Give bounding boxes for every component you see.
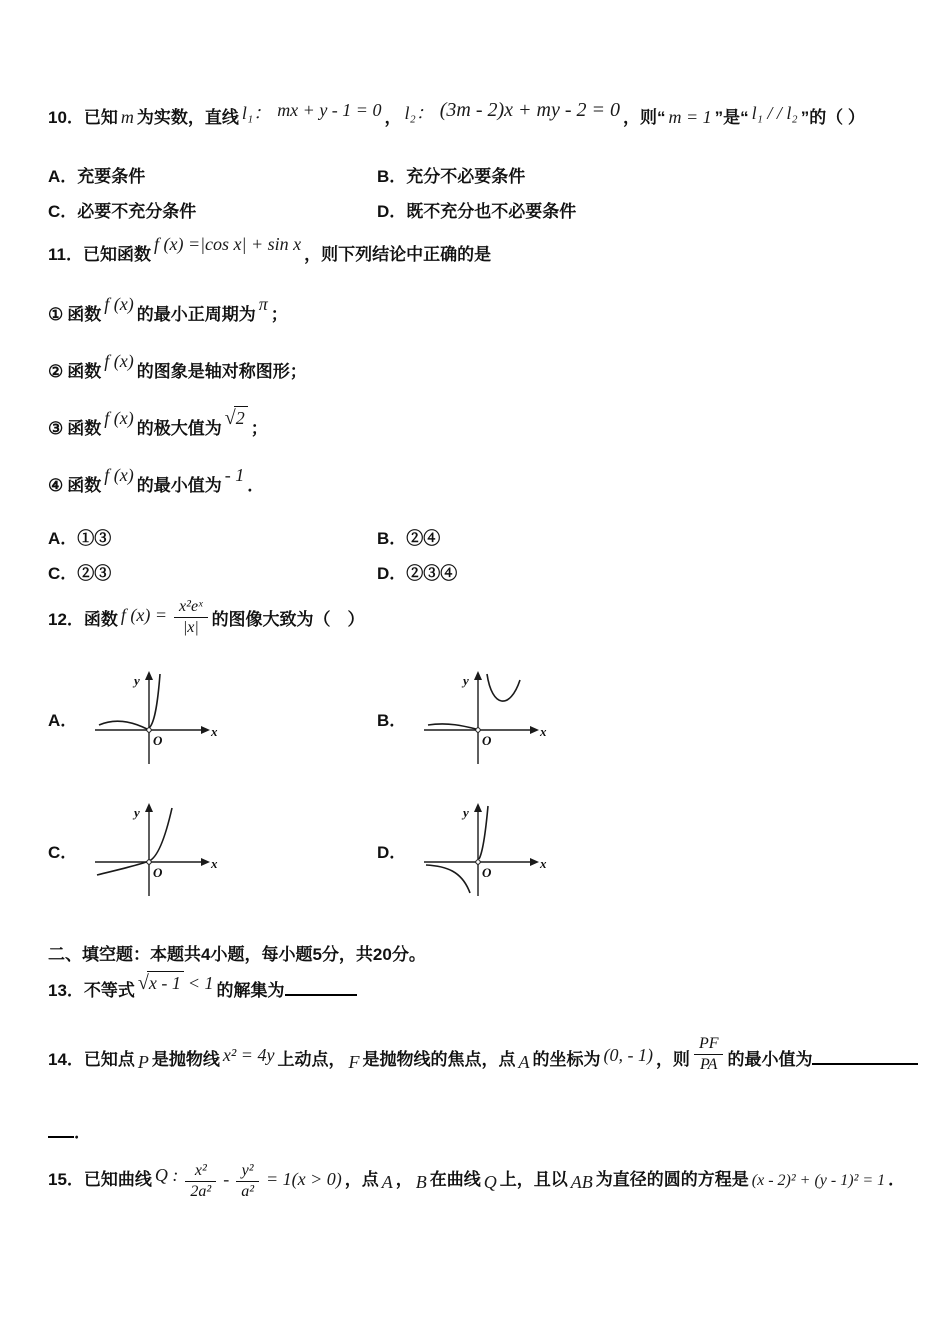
q11-statement-2 (48, 351, 938, 382)
q15-comma: ， (395, 1169, 413, 1189)
q14-continuation-period: ． (74, 1123, 91, 1142)
q15-point-b: B (415, 1171, 427, 1192)
question-14 (48, 1035, 938, 1080)
question-10-stem (48, 99, 938, 129)
q15-fraction-2-numerator: y² (236, 1162, 259, 1182)
origin-label: O (153, 865, 163, 880)
q12-graph-d-label: D． (377, 842, 407, 862)
q14-ratio-fraction (694, 1035, 724, 1073)
x-axis-label: x (211, 856, 218, 871)
q11-option-c-text: ②③ (77, 564, 112, 583)
q12-lead: 12．函数 (48, 609, 118, 629)
q14-answer-blank (812, 1049, 918, 1065)
q11-item2-fx: f (x) (104, 351, 134, 371)
q14-point-a: A (518, 1051, 530, 1072)
q10-option-d-label: D． (377, 202, 407, 221)
y-axis-label: y (463, 805, 470, 820)
q11-option-d (377, 559, 938, 584)
q14-t1: 是抛物线 (151, 1049, 220, 1069)
y-axis-label: y (134, 673, 141, 688)
q10-option-c (48, 197, 377, 222)
origin-label: O (482, 733, 492, 748)
x-axis-arrow (530, 858, 539, 866)
q11-option-c-label: C． (48, 564, 78, 583)
q11-item1-circle: ① (48, 305, 64, 324)
q11-statement-1 (48, 294, 938, 325)
q10-option-b (377, 162, 938, 187)
x-axis-label: x (540, 724, 547, 739)
q15-lead: 15．已知曲线 (48, 1169, 152, 1189)
q12-graph-c (48, 800, 377, 900)
q15-t3: 上，且以 (499, 1169, 568, 1189)
q10-option-b-text: 充分不必要条件 (406, 167, 526, 186)
q10-var-m: m (120, 107, 134, 127)
q14-t3: 是抛物线的焦点，点 (362, 1049, 516, 1069)
q11-item4-post: ． (247, 476, 265, 495)
q12-fraction-denominator: |x| (182, 618, 199, 636)
q15-t1: ，点 (344, 1169, 379, 1189)
q10-lead2: 为实数，直线 (136, 108, 239, 127)
q11-lead: 11．已知函数 (48, 245, 151, 264)
radicand: 2 (234, 406, 248, 428)
q11-option-a-label: A． (48, 529, 78, 548)
q10-m-eq-1: m = 1 (668, 107, 712, 127)
q11-item4-mid: 的最小值为 (136, 476, 222, 495)
curve-left-flat (428, 724, 476, 729)
q12-graph-b (377, 668, 938, 768)
y-axis-label: y (463, 673, 470, 688)
q11-item1-mid: 的最小正周期为 (136, 305, 256, 324)
origin-label: O (482, 865, 492, 880)
q15-minus: - (223, 1168, 230, 1189)
q14-ratio-numerator: PF (694, 1035, 724, 1055)
q10-then: ，则“ (623, 108, 666, 127)
q10-is: ”是“ (714, 108, 749, 127)
q10-eq1: mx + y - 1 = 0 (277, 100, 382, 120)
q15-curve-q: Q (483, 1171, 497, 1192)
q12-fraction-numerator: x²eˣ (174, 598, 208, 618)
q13-answer-blank (285, 980, 357, 996)
q10-option-a-text: 充要条件 (77, 167, 146, 186)
q11-item3-post: ； (250, 419, 268, 438)
q10-parallel: l₁ / / l₂ (751, 103, 798, 123)
q10-option-c-label: C． (48, 202, 78, 221)
q11-item3-sqrt2 (225, 407, 248, 430)
q11-options-row-2 (48, 559, 938, 584)
question-15 (48, 1162, 938, 1200)
q10-option-b-label: B． (377, 167, 407, 186)
origin-dot (476, 860, 480, 864)
q14-continuation-line (48, 1118, 938, 1143)
q10-options-row-1 (48, 162, 938, 187)
q11-item4-circle: ④ (48, 476, 64, 495)
y-axis-arrow (145, 671, 153, 680)
q11-option-a (48, 524, 377, 549)
q15-period: ． (888, 1169, 906, 1189)
q14-ratio-denominator: PA (699, 1055, 718, 1073)
curve-left-drop (426, 865, 470, 893)
q14-focus-f: F (348, 1051, 360, 1072)
q10-options-row-2 (48, 197, 938, 222)
q11-option-d-label: D． (377, 564, 407, 583)
q11-statement-3 (48, 407, 938, 440)
graph-a-figure (87, 668, 219, 768)
q11-statement-4 (48, 465, 938, 496)
y-axis-arrow (145, 803, 153, 812)
origin-dot (147, 860, 151, 864)
q10-tail: ”的（ ） (800, 108, 865, 127)
q15-fraction-1-numerator: x² (185, 1162, 216, 1182)
q14-coordinates: (0, - 1) (603, 1044, 653, 1065)
q12-graphs-row-2 (48, 800, 938, 900)
x-axis-arrow (530, 726, 539, 734)
q10-option-d (377, 197, 938, 222)
radicand: x - 1 (147, 971, 184, 993)
q12-graph-a-label: A． (48, 710, 78, 730)
q11-item1-pre: 函数 (67, 305, 102, 324)
q11-option-b (377, 524, 938, 549)
q13-tail: 的解集为 (216, 981, 285, 1000)
q11-item4-value: - 1 (224, 465, 245, 485)
q10-eq2: (3m - 2)x + my - 2 = 0 (439, 99, 620, 121)
q14-t6: 的最小值为 (727, 1049, 813, 1069)
radical-sign: √ (224, 407, 234, 429)
q10-option-a (48, 162, 377, 187)
q11-item3-circle: ③ (48, 419, 64, 438)
y-axis-arrow (474, 803, 482, 812)
q10-option-a-label: A． (48, 167, 78, 186)
question-13 (48, 972, 938, 1002)
q14-t2: 上动点， (277, 1049, 346, 1069)
y-axis-label: y (134, 805, 141, 820)
q15-fraction-2-denominator: a² (241, 1182, 255, 1200)
q15-equals-condition: = 1(x > 0) (266, 1168, 342, 1189)
q10-line2-name: l₂： (404, 103, 434, 123)
q11-item2-circle: ② (48, 362, 64, 381)
q12-graphs-row-1 (48, 668, 938, 768)
q15-segment-ab: AB (570, 1171, 593, 1192)
curve-right-u (487, 674, 520, 701)
q11-function-def: f (x) =|cos x| + sin x (153, 234, 302, 254)
q11-option-c (48, 559, 377, 584)
question-12-stem (48, 598, 938, 640)
q11-item4-fx: f (x) (104, 465, 134, 485)
radical-sign: √ (137, 972, 147, 994)
q12-tail: 的图像大致为（ ） (211, 609, 365, 629)
q14-t4: 的坐标为 (532, 1049, 601, 1069)
q13-inequality (138, 972, 214, 995)
curve-right-steep (479, 806, 488, 859)
q11-item3-mid: 的极大值为 (136, 419, 222, 438)
x-axis-arrow (201, 726, 210, 734)
q15-fraction-1 (185, 1162, 216, 1200)
graph-d-figure (416, 800, 548, 900)
q14-lead: 14．已知点 (48, 1049, 135, 1069)
q13-compare: < 1 (187, 973, 214, 993)
q11-option-a-text: ①③ (77, 529, 112, 548)
x-axis-label: x (211, 724, 218, 739)
q15-fraction-2 (236, 1162, 259, 1200)
q11-option-b-text: ②④ (406, 529, 441, 548)
q11-option-b-label: B． (377, 529, 407, 548)
q12-fx-equals: f (x) = (120, 604, 168, 625)
graph-c-figure (87, 800, 219, 900)
q11-options-row-1 (48, 524, 938, 549)
q11-item4-pre: 函数 (67, 476, 102, 495)
q14-parabola-eq: x² = 4y (222, 1044, 275, 1065)
q11-tail: ，则下列结论中正确的是 (304, 245, 492, 264)
q15-point-a: A (381, 1171, 393, 1192)
q11-item3-fx: f (x) (104, 408, 134, 428)
q14-t5: ，则 (655, 1049, 690, 1069)
x-axis-arrow (201, 858, 210, 866)
origin-dot (476, 728, 480, 732)
q12-graph-a (48, 668, 377, 768)
q11-item2-mid: 的图象是轴对称图形； (136, 362, 307, 381)
origin-label: O (153, 733, 163, 748)
q15-circle-equation: (x - 2)² + (y - 1)² = 1 (751, 1171, 886, 1189)
section-2-header (48, 940, 938, 965)
q10-line1-name: l₁： (241, 103, 272, 123)
q10-option-d-text: 既不充分也不必要条件 (406, 202, 577, 221)
q11-item1-fx: f (x) (104, 294, 134, 314)
origin-dot (147, 728, 151, 732)
q15-t2: 在曲线 (429, 1169, 481, 1189)
q12-graph-c-label: C． (48, 842, 78, 862)
q12-graph-b-label: B． (377, 710, 407, 730)
q10-option-c-text: 必要不充分条件 (77, 202, 197, 221)
graph-b-figure (416, 668, 548, 768)
q14-point-p: P (137, 1051, 149, 1072)
y-axis-arrow (474, 671, 482, 680)
q11-item1-post: ； (270, 305, 288, 324)
q15-t4: 为直径的圆的方程是 (595, 1169, 749, 1189)
curve-left-bump (99, 721, 147, 729)
q10-comma: ， (384, 108, 402, 127)
q11-option-d-text: ②③④ (406, 564, 458, 583)
q13-lead: 13．不等式 (48, 981, 135, 1000)
q14-continuation-blank (48, 1122, 74, 1138)
q11-item2-pre: 函数 (67, 362, 102, 381)
q11-item1-value: π (258, 294, 268, 314)
question-11-stem (48, 234, 938, 265)
section-2-title: 二、填空题：本题共4小题，每小题5分，共20分。 (48, 945, 426, 964)
q10-lead: 10．已知 (48, 108, 118, 127)
q15-curve-name: Q : (154, 1164, 179, 1185)
q12-graph-d (377, 800, 938, 900)
q12-fraction (174, 598, 208, 636)
curve-right-steep (149, 674, 160, 728)
x-axis-label: x (540, 856, 547, 871)
q15-fraction-1-denominator: 2a² (190, 1182, 212, 1200)
q11-item3-pre: 函数 (67, 419, 102, 438)
